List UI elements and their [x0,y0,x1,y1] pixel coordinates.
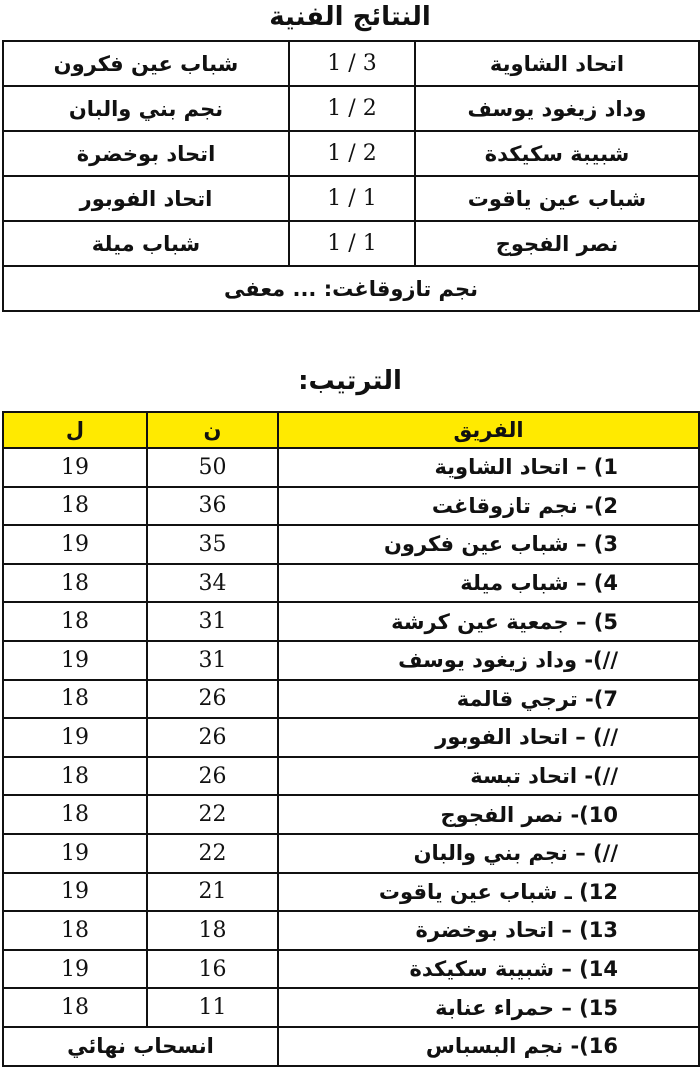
team-name: 15) – حمراء عنابة [278,988,699,1027]
played-count: 19 [3,834,147,873]
standings-row [3,564,699,603]
points-count: 26 [147,680,278,719]
played-count: 18 [3,795,147,834]
played-count: 19 [3,525,147,564]
home-team: وداد زيغود يوسف [415,86,699,131]
result-row [3,221,699,266]
standings-row [3,641,699,680]
team-name: //) – اتحاد الفوبور [278,718,699,757]
standings-row [3,834,699,873]
result-row [3,176,699,221]
played-count: 19 [3,950,147,989]
standings-row [3,525,699,564]
points-count: 11 [147,988,278,1027]
header-team: الفريق [278,412,699,448]
home-team: شبيبة سكيكدة [415,131,699,176]
results-title: النتائج الفنية [269,2,431,32]
match-score: 2 / 1 [289,131,415,176]
home-team: شباب عين ياقوت [415,176,699,221]
standings-row [3,911,699,950]
header-points: ن [147,412,278,448]
team-name: 2)- نجم تازوقاغت [278,487,699,526]
result-row [3,41,699,86]
results-table [2,40,700,312]
played-count: 19 [3,641,147,680]
result-row [3,131,699,176]
results-note: نجم تازوقاغت: ... معفى [3,266,699,311]
result-row [3,86,699,131]
standings-table [2,411,700,1067]
standings-row [3,757,699,796]
standings-row [3,873,699,912]
results-note-row [3,266,699,311]
away-team: شباب ميلة [3,221,289,266]
team-name: 10)- نصر الفجوج [278,795,699,834]
team-name: //) – نجم بني والبان [278,834,699,873]
away-team: نجم بني والبان [3,86,289,131]
standings-row-withdrawn [3,1027,699,1066]
played-count: 18 [3,564,147,603]
standings-row [3,680,699,719]
match-score: 1 / 1 [289,176,415,221]
played-count: 19 [3,873,147,912]
team-name: //)- وداد زيغود يوسف [278,641,699,680]
standings-row [3,988,699,1027]
points-count: 22 [147,834,278,873]
points-count: 22 [147,795,278,834]
points-count: 21 [147,873,278,912]
team-name: 16)- نجم البسباس [278,1027,699,1066]
standings-row [3,795,699,834]
played-count: 18 [3,602,147,641]
standings-row [3,950,699,989]
played-count: 19 [3,448,147,487]
points-count: 36 [147,487,278,526]
team-name: 13) – اتحاد بوخضرة [278,911,699,950]
away-team: اتحاد الفوبور [3,176,289,221]
away-team: اتحاد بوخضرة [3,131,289,176]
team-name: 14) – شبيبة سكيكدة [278,950,699,989]
withdrawn-status: انسحاب نهائي [3,1027,278,1066]
header-played: ل [3,412,147,448]
team-name: 7)- ترجي قالمة [278,680,699,719]
match-score: 3 / 1 [289,41,415,86]
points-count: 31 [147,602,278,641]
standings-row [3,602,699,641]
standings-header-row [3,412,699,448]
played-count: 18 [3,487,147,526]
team-name: 5) – جمعية عين كرشة [278,602,699,641]
played-count: 18 [3,911,147,950]
points-count: 26 [147,718,278,757]
points-count: 50 [147,448,278,487]
standings-row [3,718,699,757]
team-name: 1) – اتحاد الشاوية [278,448,699,487]
team-name: 4) – شباب ميلة [278,564,699,603]
points-count: 35 [147,525,278,564]
points-count: 34 [147,564,278,603]
standings-row [3,487,699,526]
points-count: 18 [147,911,278,950]
team-name: //)- اتحاد تبسة [278,757,699,796]
away-team: شباب عين فكرون [3,41,289,86]
match-score: 1 / 1 [289,221,415,266]
played-count: 18 [3,988,147,1027]
standings-title: الترتيب: [298,366,402,396]
standings-row [3,448,699,487]
team-name: 12) ـ شباب عين ياقوت [278,873,699,912]
played-count: 18 [3,680,147,719]
played-count: 18 [3,757,147,796]
points-count: 31 [147,641,278,680]
played-count: 19 [3,718,147,757]
points-count: 26 [147,757,278,796]
team-name: 3) – شباب عين فكرون [278,525,699,564]
points-count: 16 [147,950,278,989]
home-team: نصر الفجوج [415,221,699,266]
match-score: 2 / 1 [289,86,415,131]
home-team: اتحاد الشاوية [415,41,699,86]
